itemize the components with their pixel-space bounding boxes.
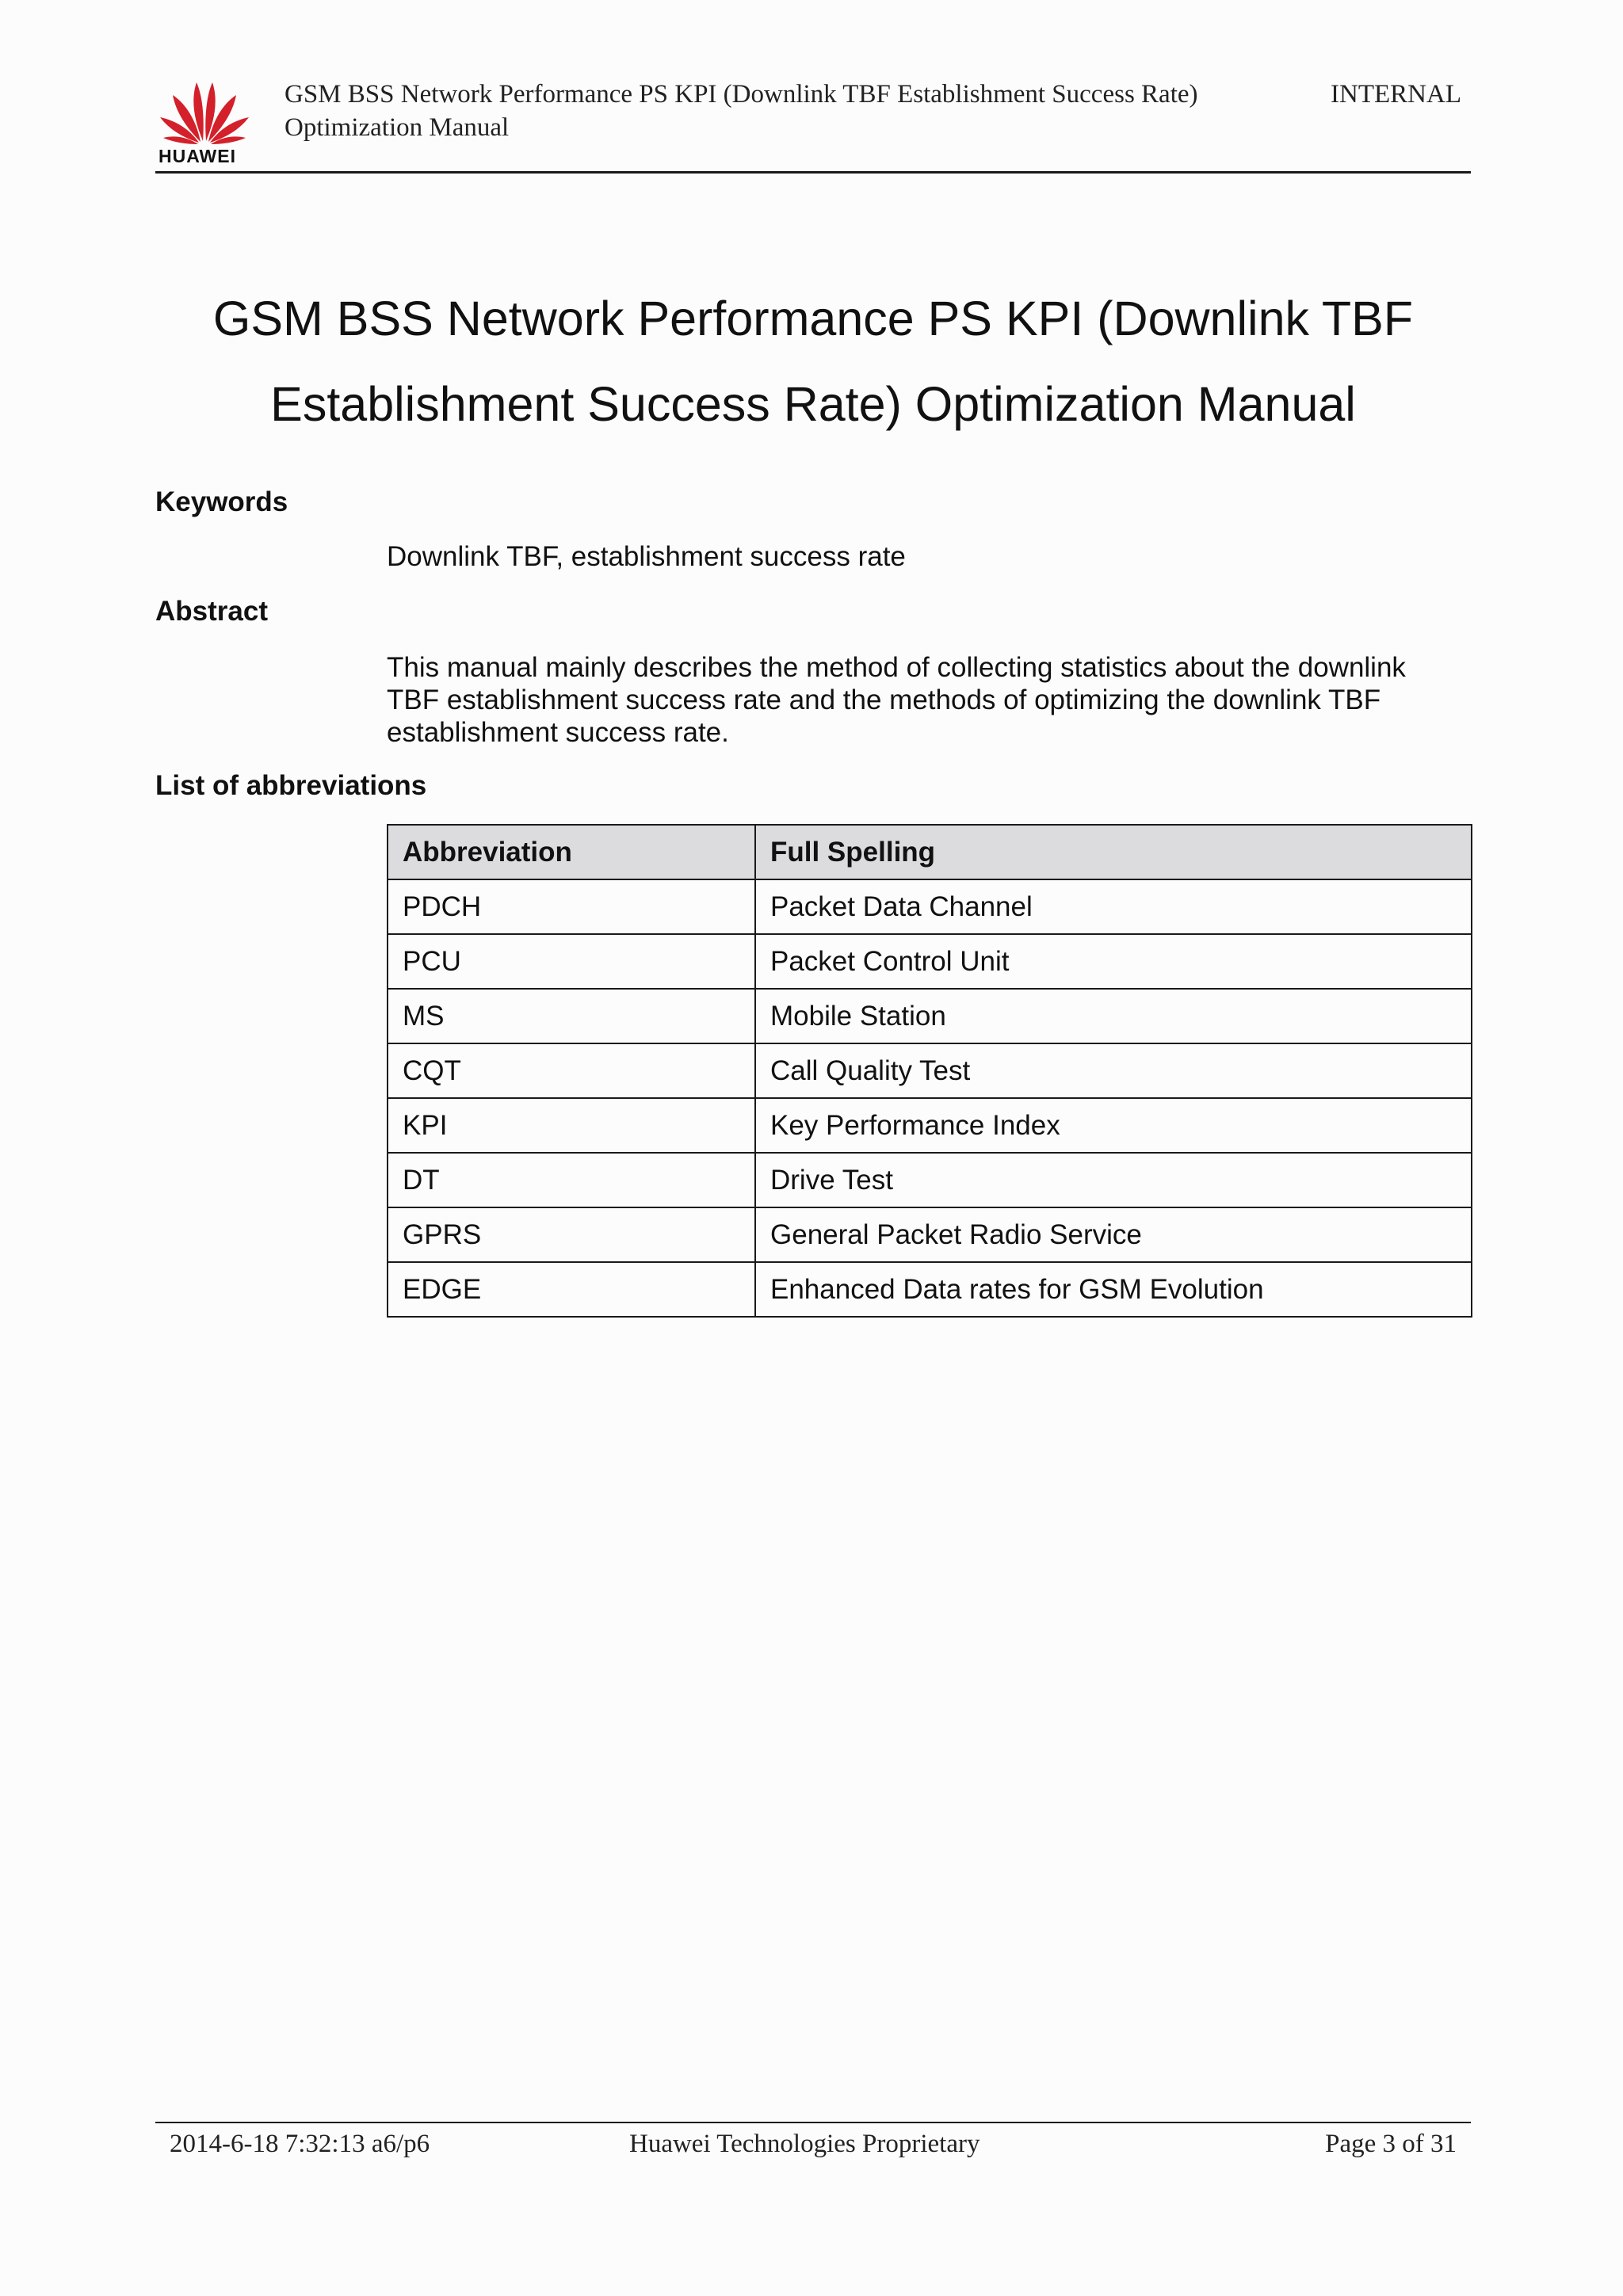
table-row <box>388 1098 1472 1153</box>
table-header-row <box>388 825 1472 879</box>
column-header-full-spelling: Full Spelling <box>755 825 1472 879</box>
full-spelling-cell: Call Quality Test <box>755 1043 1472 1098</box>
abbreviation-cell: PCU <box>388 934 755 989</box>
table-row <box>388 1043 1472 1098</box>
document-title-line-2: Establishment Success Rate) Optimization Manual <box>270 377 1356 431</box>
page-footer <box>155 2122 1471 2171</box>
abbreviation-cell: PDCH <box>388 879 755 934</box>
table-row <box>388 1262 1472 1317</box>
full-spelling-cell: Drive Test <box>755 1153 1472 1207</box>
abbreviations-heading: List of abbreviations <box>155 770 427 801</box>
page-header <box>155 73 1471 174</box>
abbreviation-cell: CQT <box>388 1043 755 1098</box>
huawei-logo <box>155 73 254 171</box>
table-row <box>388 934 1472 989</box>
full-spelling-cell: Packet Control Unit <box>755 934 1472 989</box>
abbreviation-cell: GPRS <box>388 1207 755 1262</box>
table-row <box>388 1207 1472 1262</box>
abstract-heading: Abstract <box>155 596 268 627</box>
abbreviation-cell: KPI <box>388 1098 755 1153</box>
keywords-text: Downlink TBF, establishment success rate <box>387 541 906 572</box>
classification-label: INTERNAL <box>1331 80 1461 109</box>
footer-timestamp: 2014-6-18 7:32:13 a6/p6 <box>170 2130 430 2158</box>
footer-proprietary: Huawei Technologies Proprietary <box>629 2130 980 2158</box>
full-spelling-cell: General Packet Radio Service <box>755 1207 1472 1262</box>
keywords-heading: Keywords <box>155 486 288 517</box>
logo-wordmark: HUAWEI <box>158 146 236 166</box>
table-row <box>388 1153 1472 1207</box>
header-document-title <box>285 78 1275 144</box>
abbreviation-cell: DT <box>388 1153 755 1207</box>
full-spelling-cell: Mobile Station <box>755 989 1472 1043</box>
full-spelling-cell: Key Performance Index <box>755 1098 1472 1153</box>
footer-page-number: Page 3 of 31 <box>1325 2130 1457 2158</box>
header-title-line-2: Optimization Manual <box>285 113 510 142</box>
abbreviation-cell: MS <box>388 989 755 1043</box>
abbreviation-cell: EDGE <box>388 1262 755 1317</box>
abbreviations-table <box>387 824 1472 1318</box>
document-title <box>155 276 1471 447</box>
header-title-line-1: GSM BSS Network Performance PS KPI (Downlink TBF Establishment Success Rate) <box>285 80 1198 109</box>
abstract-text: This manual mainly describes the method of collecting statistics about the downlink TBF establishment success rate and the methods of optimizing the downlink TBF establishment success rate. <box>387 652 1406 748</box>
huawei-flower-icon <box>155 73 254 146</box>
table-row <box>388 879 1472 934</box>
table-row <box>388 989 1472 1043</box>
document-title-line-1: GSM BSS Network Performance PS KPI (Downlink TBF <box>212 292 1414 345</box>
full-spelling-cell: Packet Data Channel <box>755 879 1472 934</box>
full-spelling-cell: Enhanced Data rates for GSM Evolution <box>755 1262 1472 1317</box>
column-header-abbreviation: Abbreviation <box>388 825 755 879</box>
